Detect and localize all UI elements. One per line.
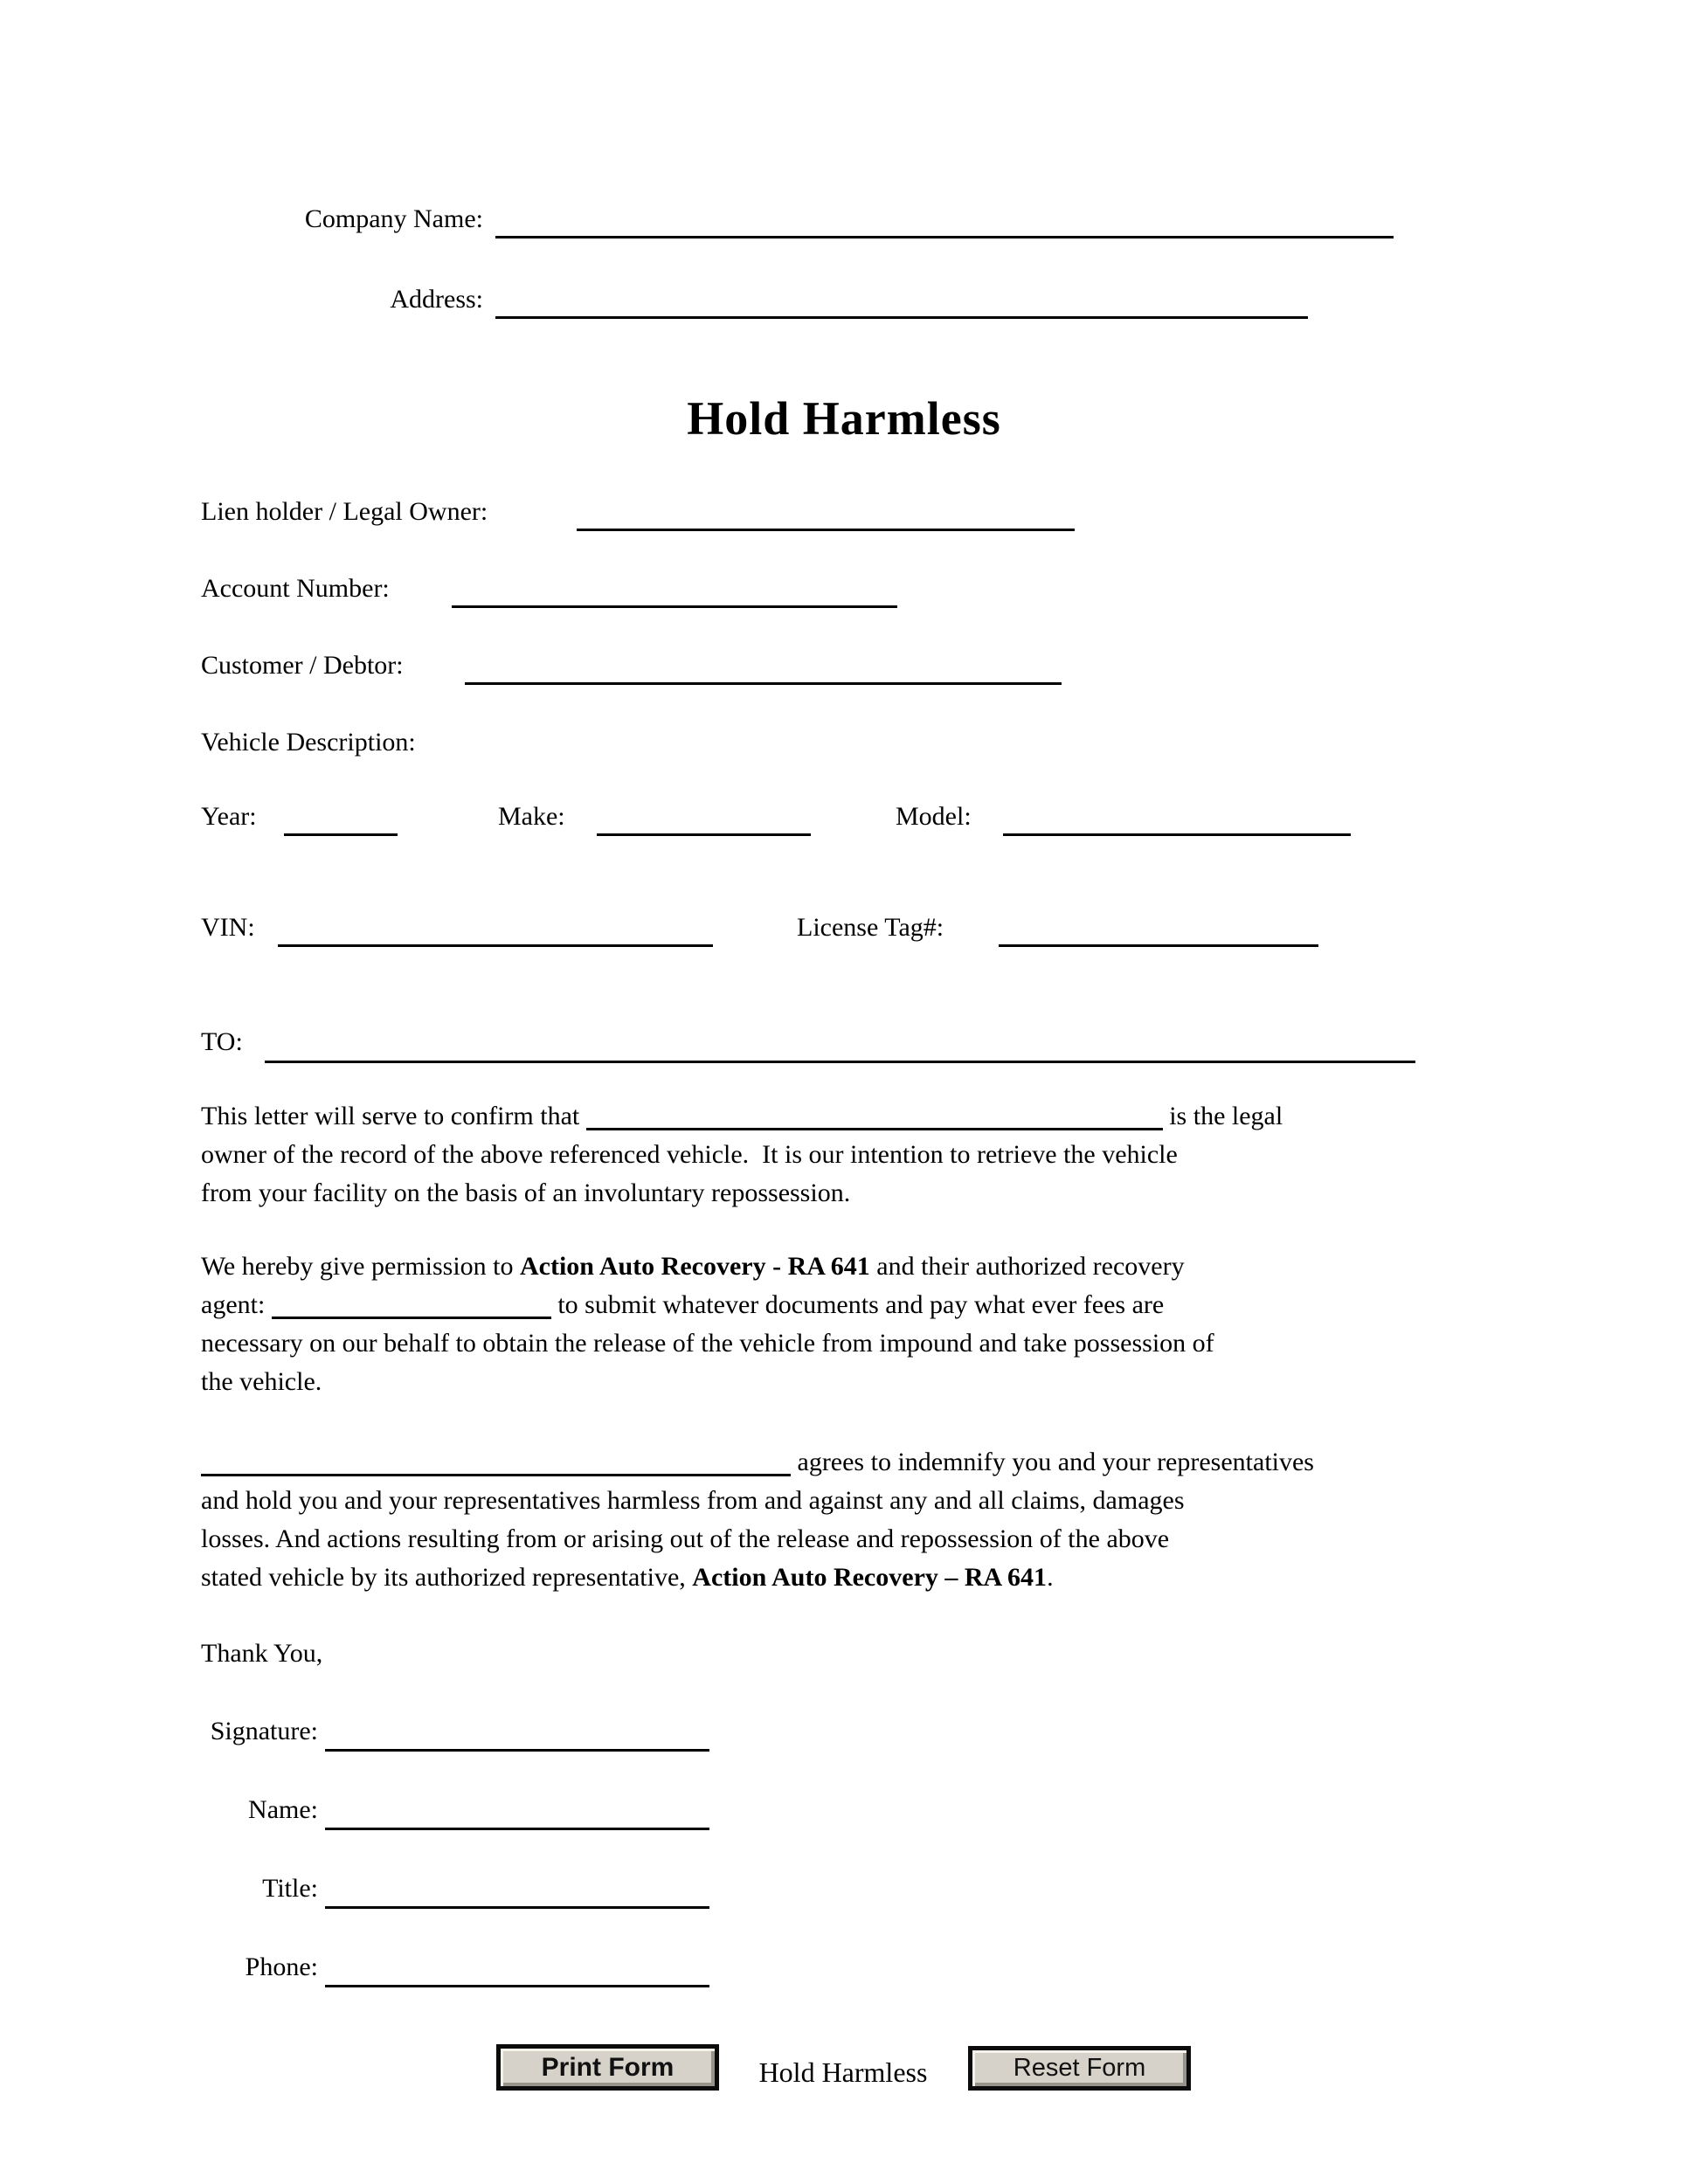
text-run: owner of the record of the above referenced vehicle. It is our intention to retrieve the vehicle [201, 1140, 1178, 1169]
signature-field-line[interactable] [325, 1749, 709, 1752]
to-label: TO: [201, 1027, 243, 1056]
model-label: Model: [896, 802, 972, 831]
to-field-line[interactable] [265, 1061, 1415, 1063]
account-number-field-line[interactable] [452, 605, 897, 608]
signature-label: Signature: [210, 1717, 318, 1745]
text-run: the vehicle. [201, 1367, 322, 1396]
vehicle-description-label: Vehicle Description: [201, 728, 416, 757]
bold-text-run: Action Auto Recovery - RA 641 [520, 1252, 870, 1281]
text-run: from your facility on the basis of an involuntary repossession. [201, 1178, 851, 1207]
inline-blank-field[interactable] [272, 1290, 551, 1319]
text-run: agent: [201, 1290, 272, 1319]
address-label: Address: [390, 285, 483, 314]
license-tag-field-line[interactable] [999, 944, 1318, 947]
vin-field-line[interactable] [278, 944, 713, 947]
paragraph-indemnify [201, 1443, 1477, 1597]
customer-debtor-field-line[interactable] [465, 682, 1062, 685]
inline-blank-field[interactable] [201, 1448, 791, 1476]
inline-blank-field[interactable] [586, 1102, 1163, 1130]
text-run: . [1047, 1563, 1054, 1592]
text-run: necessary on our behalf to obtain the release of the vehicle from impound and take possession of [201, 1329, 1214, 1358]
bold-text-run: Action Auto Recovery – RA 641 [692, 1563, 1048, 1592]
text-run: is the legal [1162, 1102, 1283, 1130]
year-label: Year: [201, 802, 257, 831]
license-tag-label: License Tag#: [797, 913, 944, 942]
print-form-button[interactable]: Print Form [496, 2044, 719, 2091]
account-number-label: Account Number: [201, 574, 390, 603]
text-run: and hold you and your representatives harmless from and against any and all claims, damages [201, 1486, 1185, 1515]
phone-field-line[interactable] [325, 1985, 709, 1987]
address-field-line[interactable] [495, 316, 1308, 319]
make-field-line[interactable] [597, 833, 811, 836]
reset-form-button[interactable]: Reset Form [968, 2046, 1191, 2091]
company-name-field-line[interactable] [495, 236, 1394, 238]
lien-holder-field-line[interactable] [577, 529, 1075, 531]
page-title: Hold Harmless [687, 392, 1001, 445]
title-label: Title: [262, 1874, 318, 1903]
text-run: to submit whatever documents and pay what ever fees are [550, 1290, 1165, 1319]
thank-you-text: Thank You, [201, 1639, 323, 1668]
lien-holder-label: Lien holder / Legal Owner: [201, 497, 488, 526]
text-run: losses. And actions resulting from or arising out of the release and repossession of the above [201, 1524, 1170, 1553]
paragraph-permission-agent [201, 1248, 1477, 1401]
phone-label: Phone: [245, 1952, 318, 1981]
text-run: agrees to indemnify you and your representatives [791, 1448, 1314, 1476]
year-field-line[interactable] [284, 833, 398, 836]
text-run: We hereby give permission to [201, 1252, 520, 1281]
customer-debtor-label: Customer / Debtor: [201, 651, 404, 680]
model-field-line[interactable] [1003, 833, 1351, 836]
make-label: Make: [498, 802, 565, 831]
paragraph-confirm-legal-owner [201, 1097, 1477, 1213]
text-run: and their authorized recovery [869, 1252, 1185, 1281]
text-run: This letter will serve to confirm that [201, 1102, 586, 1130]
text-run: stated vehicle by its authorized representative, [201, 1563, 693, 1592]
title-field-line[interactable] [325, 1906, 709, 1909]
vin-label: VIN: [201, 913, 255, 942]
company-name-label: Company Name: [304, 204, 483, 233]
name-label: Name: [248, 1795, 318, 1824]
name-field-line[interactable] [325, 1828, 709, 1830]
footer-doc-title: Hold Harmless [758, 2056, 928, 2088]
